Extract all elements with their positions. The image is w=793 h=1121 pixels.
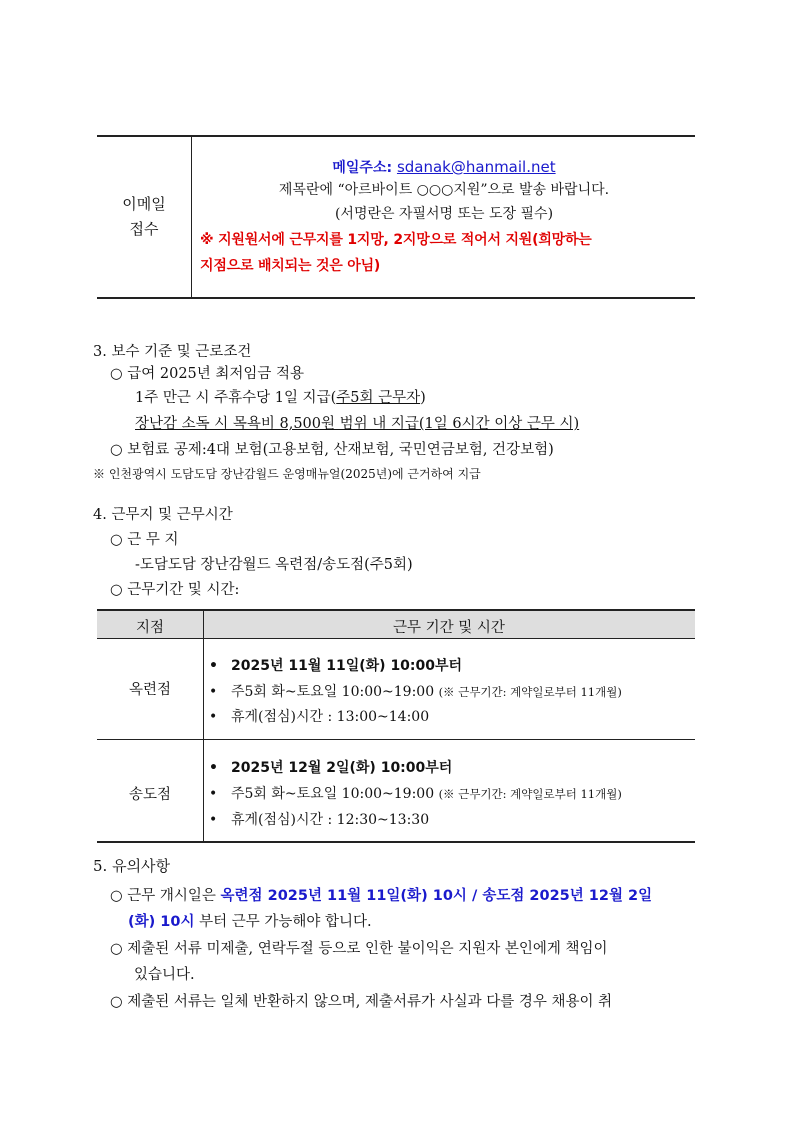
row1-schedule: • 주5회 화~토요일 10:00~19:00 (※ 근무기간: 계약일로부터 11개월) <box>209 684 622 700</box>
subject-instruction: 제목란에 “아르바이트 ○○○지원”으로 발송 바랍니다. <box>278 182 610 198</box>
email-label-cell <box>97 137 192 297</box>
email-body-cell <box>193 137 695 297</box>
row1-start: • 2025년 11월 11일(화) 10:00부터 <box>209 658 463 674</box>
warning-line1: ※ 지원원서에 근무지를 1지망, 2지망으로 적어서 지원(희망하는 <box>200 232 592 248</box>
signature-note: (서명란은 자필서명 또는 도장 필수) <box>334 206 554 222</box>
email-address-link[interactable]: sdanak@hanmail.net <box>396 158 556 176</box>
work-schedule-table <box>97 609 695 843</box>
header-period: 근무 기간 및 시간 <box>393 620 505 636</box>
section3-note: ※ 인천광역시 도담도담 장난감월드 운영매뉴얼(2025년)에 근거하여 지급 <box>93 467 481 481</box>
section3-salary-sub2: 장난감 소독 시 목욕비 8,500원 범위 내 지급(1일 6시간 이상 근무 시) <box>135 416 580 432</box>
section3-item-insurance: ○ 보험료 공제:4대 보험(고용보험, 산재보험, 국민연금보험, 건강보험) <box>110 442 554 458</box>
email-address-line <box>193 157 695 177</box>
row-divider <box>97 739 695 740</box>
column-divider <box>203 611 204 841</box>
row2-start: • 2025년 12월 2일(화) 10:00부터 <box>209 760 453 776</box>
warning-note <box>200 227 692 279</box>
section4-title: 4. 근무지 및 근무시간 <box>93 507 233 523</box>
weekly-worker-text: 주5회 근무자 <box>336 390 421 406</box>
row2-branch: 송도점 <box>128 787 172 803</box>
row1-branch: 옥련점 <box>128 682 172 698</box>
section5-item3: ○ 제출된 서류는 일체 반환하지 않으며, 제출서류가 사실과 다를 경우 채용이 취 <box>110 994 613 1010</box>
header-branch: 지점 <box>135 620 164 636</box>
section5-item2: ○ 제출된 서류 미제출, 연락두절 등으로 인한 불이익은 지원자 본인에게 책임이 <box>110 941 608 957</box>
email-label-line1: 이메일 <box>122 195 166 213</box>
email-prefix: 메일주소: <box>332 160 393 176</box>
section5-item2-cont: 있습니다. <box>134 967 195 983</box>
email-application-table <box>97 135 695 299</box>
section4-item-period: ○ 근무기간 및 시간: <box>110 582 240 598</box>
email-label-line2: 접수 <box>129 220 159 238</box>
section5-item1: ○ 근무 개시일은 옥련점 2025년 11월 11일(화) 10시 / 송도점 2025년 12월 2일 <box>110 888 653 904</box>
section5-title: 5. 유의사항 <box>93 857 171 875</box>
section4-item-workplace: ○ 근 무 지 <box>110 532 179 548</box>
section4-workplace-sub: -도담도담 장난감월드 옥련점/송도점(주5회) <box>135 557 413 573</box>
row2-break: • 휴게(점심)시간 : 12:30~13:30 <box>209 812 430 828</box>
section3-salary-sub1: 1주 만근 시 주휴수당 1일 지급(주5회 근무자) <box>135 390 426 406</box>
section5-item1-cont: (화) 10시 부터 근무 가능해야 합니다. <box>128 914 372 930</box>
row1-break: • 휴게(점심)시간 : 13:00~14:00 <box>209 709 430 725</box>
section3-item-salary: ○ 급여 2025년 최저임금 적용 <box>110 366 305 382</box>
row2-schedule: • 주5회 화~토요일 10:00~19:00 (※ 근무기간: 계약일로부터 11개월) <box>209 786 622 802</box>
section3-title: 3. 보수 기준 및 근로조건 <box>93 344 252 360</box>
warning-line2: 지점으로 배치되는 것은 아님) <box>200 258 381 274</box>
